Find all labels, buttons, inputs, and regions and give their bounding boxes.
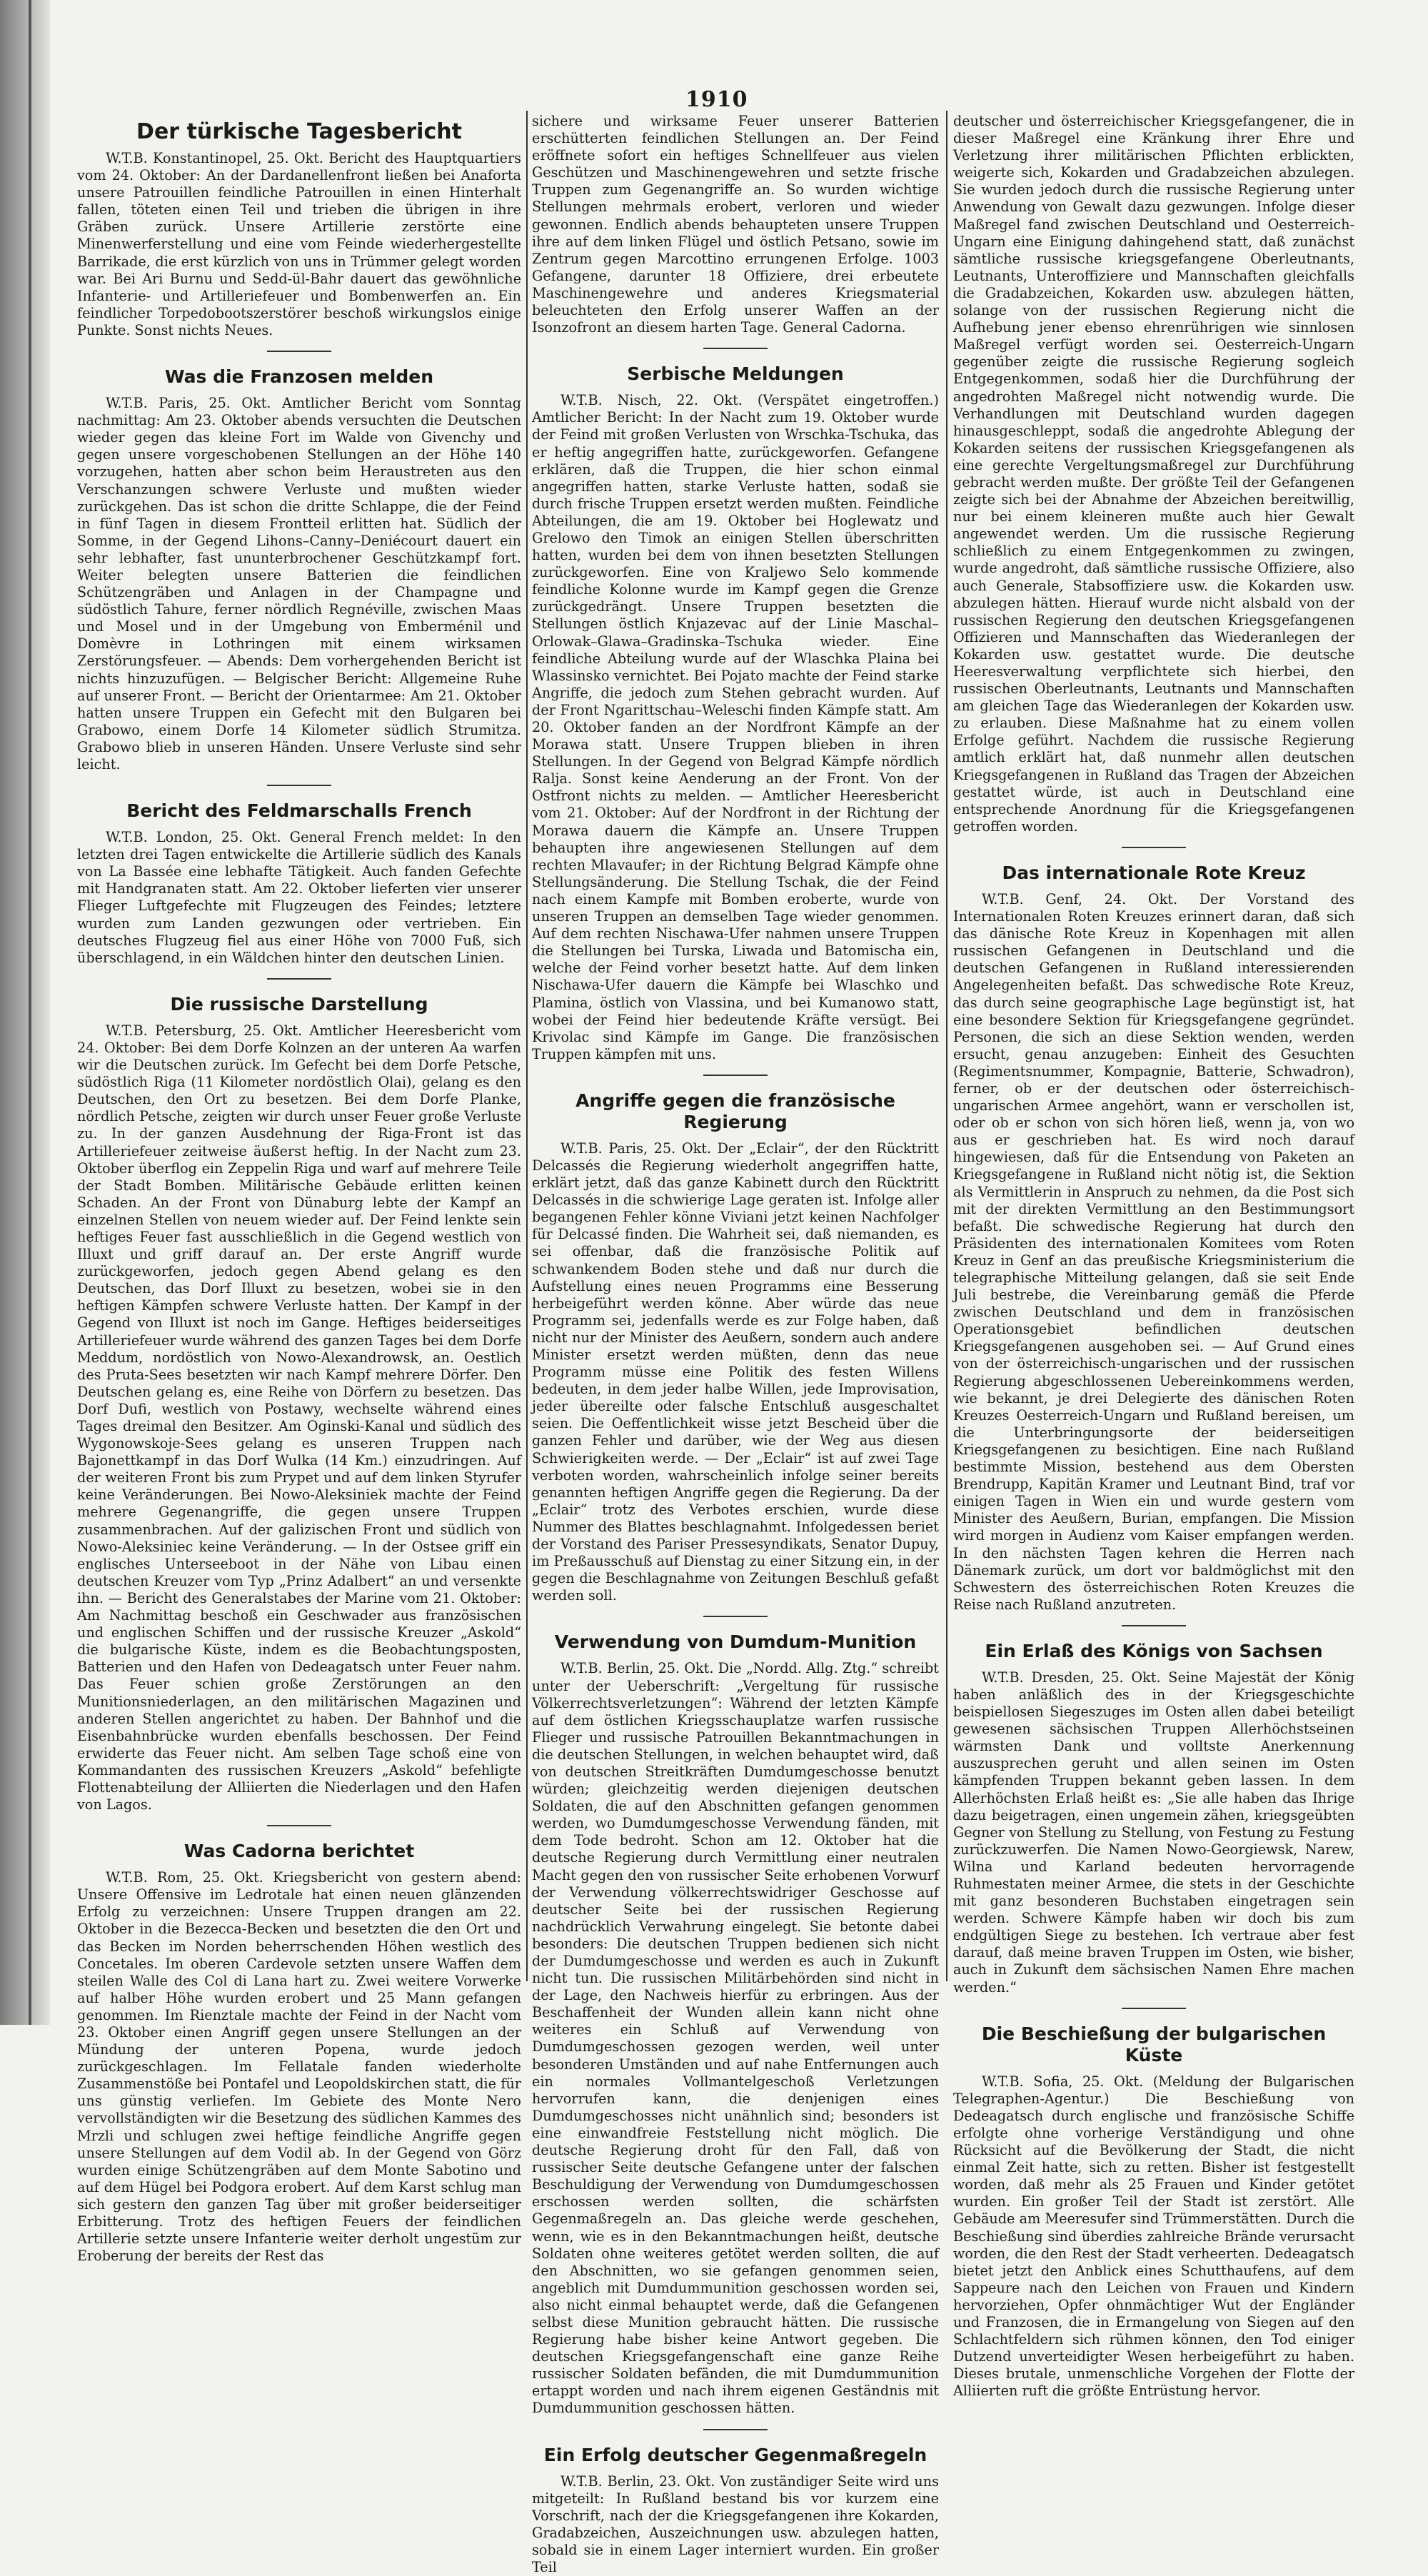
article-separator <box>1122 847 1186 848</box>
column-3 <box>953 113 1354 2400</box>
column-rule <box>946 111 947 1981</box>
article <box>532 1631 939 2417</box>
article-separator <box>703 1075 768 1076</box>
article-separator <box>703 2429 768 2430</box>
article-heading: Der türkische Tagesbericht <box>136 119 462 144</box>
page-number: 1910 <box>685 87 748 112</box>
article <box>953 113 1354 835</box>
book-binding-edge <box>0 0 50 2025</box>
article-heading: Was die Franzosen melden <box>164 366 434 388</box>
article <box>77 366 521 773</box>
article-heading: Was Cadorna berichtet <box>183 1841 415 1862</box>
article <box>953 862 1354 1614</box>
article-body: W.T.B. Rom, 25. Okt. Kriegsbericht von gestern abend: Unsere Offensive im Ledrotale hat einen neuen glänzenden Erfolg zu verzeichnen: Unsere Truppen drangen am 22. Oktober in die Bezecca-Becken und besetzten die den Ort und das Becken im Norden beherrschenden Höhen westlich des Concetales. Im oberen Cardevole setzten unsere Waffen dem steilen Walle des Col di Lana hart zu. Zwei weitere Vorwerke auf halber Höhe wurden erobert und 25 Mann gefangen genommen. Im Rienztale machte der Feind in der Nacht vom 23. Oktober einen Angriff gegen unsere Stellungen an der Mündung der unteren Popena, wurde jedoch zurückgeschlagen. Im Fellatale fanden wiederholte Zusammenstöße bei Pontafel und Leopoldskirchen statt, die für uns günstig verliefen. Im Gebiete des Monte Nero vervollständigten wir die Besetzung des südlichen Kammes des Mrzli und schlugen zwei heftige feindliche Angriffe gegen unsere Stellungen auf dem Vodil ab. In der Gegend von Görz wurden einige Schützengräben auf dem Monte Sabotino und auf dem Hügel bei Podgora erobert. Auf dem Karst schlug man sich gestern den ganzen Tag über mit großer beiderseitiger Erbitterung. Trotz des heftigen Feuers der feindlichen Artillerie setzte unsere Infanterie weiter derholt ungestüm zur Eroberung der bereits der Rest das <box>77 1869 521 2265</box>
article-heading: Die russische Darstellung <box>170 993 428 1015</box>
article-heading: Ein Erlaß des Königs von Sachsen <box>985 1640 1323 1661</box>
article-separator <box>267 1825 331 1826</box>
article-heading: Die Beschießung der bulgarischen Küste <box>981 2023 1327 2066</box>
article <box>532 113 939 336</box>
article-body: W.T.B. Genf, 24. Okt. Der Vorstand des Internationalen Roten Kreuzes erinnert daran, daß sich das dänische Rote Kreuz in Kopenhagen mit allen russischen Gefangenen in Deutschland und die deutschen Gefangenen in Rußland interessierenden Angelegenheiten befaßt. Das schwedische Rote Kreuz, das durch seine geographische Lage begünstigt ist, hat eine besondere Sektion für Kriegsgefangene gegründet. Personen, die sich an diese Sektion wenden, werden ersucht, genau anzugeben: Einheit des Gesuchten (Regimentsnummer, Kompagnie, Batterie, Schwadron), ferner, ob er der deutschen oder österreichisch-ungarischen Armee angehört, wann er verschollen ist, oder ob er schon von sich hören ließ, wenn ja, von wo aus er geschrieben hat. Es wird noch darauf hingewiesen, daß für die Entsendung von Paketen an Kriegsgefangene in Rußland nicht nötig ist, die Sektion als Vermittlerin in Anspruch zu nehmen, da die Post sich mit der direkten Vermittlung an den Bestimmungsort befaßt. Die schwedische Regierung hat durch den Präsidenten des internationalen Komitees vom Roten Kreuz in Genf an das preußische Kriegsministerium die telegraphische Mitteilung gelangen, daß sie seit Ende Juli bestrebe, die Vereinbarung gemäß die Pferde zwischen Deutschland und dem in französischen Operationsgebiet befindlichen deutschen Kriegsgefangenen ausgehoben sei. — Auf Grund eines von der österreichisch-ungarischen und der russischen Regierung abgeschlossenen Uebereinkommens werden, wie bekannt, je drei Delegierte des dänischen Roten Kreuzes Oesterreich-Ungarn und Rußland bereisen, um die Unterbringungsorte der beiderseitigen Kriegsgefangenen zu besichtigen. Eine nach Rußland bestimmte Mission, bestehend aus dem Obersten Brendrupp, Kapitän Kramer und Leutnant Bind, traf vor einigen Tagen in Wien ein und wurde gestern vom Minister des Aeußern, Burian, empfangen. Die Mission wird morgen in Audienz vom Kaiser empfangen werden. In den nächsten Tagen kehren die Herren nach Dänemark zurück, um dort vor baldmöglichst mit den Schwestern des österreichischen Roten Kreuzes die Reise nach Rußland anzutreten. <box>953 890 1354 1613</box>
article-body: W.T.B. London, 25. Okt. General French meldet: In den letzten drei Tagen entwickelte die Artillerie südlich des Kanals von La Bassée eine lebhafte Tätigkeit. Auch fanden Gefechte mit Handgranaten statt. Am 22. Oktober lieferten vier unserer Flieger Luftgefechte mit Flugzeugen des Feindes; letztere wurden zum Landen gezwungen oder vertrieben. Ein deutsches Flugzeug fiel aus einer Höhe von 7000 Fuß, sich überschlagend, in ein Wäldchen hinter den deutschen Linien. <box>77 829 521 966</box>
article-body: W.T.B. Paris, 25. Okt. Amtlicher Bericht vom Sonntag nachmittag: Am 23. Oktober abends versuchten die Deutschen wieder gegen das kleine Fort im Walde von Givenchy und gegen unsere vorgeschobenen Stellungen an der Höhe 140 vorzugehen, hatten aber schon beim Heraustreten aus den Verschanzungen schwere Verluste und mußten wieder zurückgehen. Das ist schon die dritte Schlappe, die der Feind in fünf Tagen in diesem Frontteil erlitten hat. Südlich der Somme, in der Gegend Lihons–Canny–Deniécourt dauert ein sehr lebhafter, fast ununterbrochener Geschützkampf fort. Weiter belegten unsere Batterien die feindlichen Schützengräben und Anlagen in der Champagne und südöstlich Tahure, ferner nördlich Regnéville, zwischen Maas und Mosel und in der Umgebung von Emberménil und Domèvre in Lothringen mit einem wirksamen Zerstörungsfeuer. — Abends: Dem vorhergehenden Bericht ist nichts hinzuzufügen. — Belgischer Bericht: Allgemeine Ruhe auf unserer Front. — Bericht der Orientarmee: Am 21. Oktober hatten unsere Truppen ein Gefecht mit den Bulgaren bei Grabowo, einem Dorfe 14 Kilometer südlich Strumitza. Grabowo blieb in unseren Händen. Unsere Verluste sind sehr leicht. <box>77 395 521 773</box>
article-heading: Serbische Meldungen <box>627 363 844 385</box>
article-body: W.T.B. Berlin, 23. Okt. Von zuständiger Seite wird uns mitgeteilt: In Rußland bestand bis vor kurzem eine Vorschrift, nach der die Kriegsgefangenen ihre Kokarden, Gradabzeichen, Auszeichnungen usw. abzulegen hatten, sobald sie in einem Lager interniert wurden. Ein großer Teil <box>532 2472 939 2575</box>
article-heading: Bericht des Feldmarschalls French <box>126 800 472 822</box>
article <box>532 2445 939 2576</box>
article-separator <box>703 348 768 349</box>
column-2 <box>532 113 939 2576</box>
article-separator <box>267 785 331 786</box>
column-rule <box>526 111 528 1981</box>
article-body: W.T.B. Berlin, 25. Okt. Die „Nordd. Allg. Ztg.“ schreibt unter der Ueberschrift: „Vergeltung für russische Völkerrechtsverletzungen“: Während der letzten Kämpfe auf dem östlichen Kriegsschauplatze warfen russische Flieger und russische Patrouillen Bekanntmachungen in die deutschen Stellungen, in welchen behauptet wird, daß von deutschen Streitkräften Dumdumgeschosse benutzt würden; gleichzeitig werden diejenigen deutschen Soldaten, die auf den Abschnitten gefangen genommen werden, wo Dumdumgeschosse Verwendung fänden, mit dem Tode bedroht. Schon am 12. Oktober hat die deutsche Regierung durch Vermittlung einer neutralen Macht gegen den von russischer Seite erhobenen Vorwurf der Verwendung völkerrechtswidriger Geschosse auf deutscher Seite bei der russischen Regierung nachdrücklich Verwahrung eingelegt. Sie betonte dabei besonders: Die deutschen Truppen bedienen sich nicht der Dumdumgeschosse und werden es auch in Zukunft nicht tun. Die russischen Militärbehörden sind nicht in der Lage, den Nachweis hierfür zu erbringen. Aus der Beschaffenheit der Wunden allein kann nicht ohne weiteres ein Schluß auf Verwendung von Dumdumgeschossen gezogen werden, weil unter besonderen Umständen und auf nahe Entfernungen auch ein normales Vollmantelgeschoß Verletzungen hervorrufen kann, die denjenigen eines Dumdumgeschosses nicht unähnlich sind; besonders ist eine einwandfreie Feststellung nicht möglich. Die deutsche Regierung droht für den Fall, daß von russischer Seite deutsche Gefangene unter der falschen Beschuldigung der Verwendung von Dumdumgeschossen erschossen werden sollten, die schärfsten Gegenmaßregeln an. Das gleiche werde geschehen, wenn, wie es in den Bekanntmachungen heißt, deutsche Soldaten ohne weiteres getötet werden sollten, die auf den Abschnitten, wo sie gefangen genommen seien, angeblich mit Dumdummunition geschossen worden sei, also nicht einmal behauptet werde, daß die Gefangenen selbst diese Munition gebraucht hätten. Die russische Regierung habe bisher keine Antwort gegeben. Die deutschen Kriegsgefangenschaft eine ganze Reihe russischer Soldaten befänden, die mit Dumdummunition ertappt worden und nach ihrem eigenen Geständnis mit Dumdummunition geschossen hätten. <box>532 1660 939 2417</box>
article-heading: Das internationale Rote Kreuz <box>1002 862 1306 883</box>
article <box>953 2023 1354 2400</box>
article <box>77 1841 521 2265</box>
article-body: W.T.B. Paris, 25. Okt. Der „Eclair“, der den Rücktritt Delcassés die Regierung wiederholt angegriffen hatte, erklärt jetzt, daß das ganze Kabinett durch den Rücktritt Delcassés in die schwierige Lage geraten ist. Infolge aller begangenen Fehler könne Viviani jetzt keinen Nachfolger für Delcassé finden. Die Wahrheit sei, daß niemanden, es sei offenbar, daß die französische Politik auf schwankendem Boden stehe und daß nur durch die Aufstellung eines neuen Programms eine Besserung herbeigeführt werden könne. Aber würde das neue Programm sei, jedenfalls werde es zur Folge haben, daß nicht nur der Minister des Aeußern, sondern auch andere Minister ersetzt werden müßten, denn das neue Programm müsse eine Politik des festen Willens bedeuten, in dem jeder halbe Willen, jede Improvisation, jeder übereilte oder falsche Entschluß ausgeschaltet seien. Die Oeffentlichkeit wisse jetzt Bescheid über die ganzen Fehler und darüber, wie der Weg aus diesen Schwierigkeiten werde. — Der „Eclair“ ist auf zwei Tage verboten worden, wahrscheinlich infolge seiner bereits genannten heftigen Angriffe gegen die Regierung. Da der „Eclair“ trotz des Verbotes erschien, wurde diese Nummer des Blattes beschlagnahmt. Infolgedessen beriet der Vorstand des Pariser Pressesyndikats, Senator Dupuy, im Preßausschuß auf Dienstag zu einer Sitzung ein, in der gegen die Beschlagnahme von Zeitungen Beschluß gefaßt werden soll. <box>532 1139 939 1604</box>
article-separator <box>1122 1625 1186 1626</box>
article-body: W.T.B. Dresden, 25. Okt. Seine Majestät der König haben anläßlich des in der Kriegsgeschichte beispiellosen Siegeszuges im Osten allen dabei beteiligt gewesenen sächsischen Truppen Allerhöchstseinen wärmsten Dank und volltste Anerkennung auszusprechen geruht und allen seinen im Osten kämpfenden Truppen bekannt geben lassen. In dem Allerhöchsten Erlaß heißt es: „Sie alle haben das Ihrige dazu beigetragen, einen ungemein zähen, kriegsgeübten Gegner von Stellung zu Stellung, von Festung zu Festung zurückzuwerfen. Die Namen Nowo-Georgiewsk, Narew, Wilna und Karland bedeuten hervorragende Ruhmestaten meiner Armee, die stets in der Geschichte mit ganz besonderen Buchstaben eingetragen sein werden. Schwere Kämpfe haben wir doch bis zum endgültigen Siege zu bestehen. Ich vertraue aber fest darauf, daß meine braven Truppen im Osten, wie bisher, auch in Zukunft dem sächsischen Namen Ehre machen werden.“ <box>953 1669 1354 1996</box>
article-separator <box>1122 2008 1186 2009</box>
article-heading: Angriffe gegen die französische Regierung <box>575 1090 895 1132</box>
article <box>77 800 521 967</box>
article-separator <box>703 1616 768 1617</box>
article <box>77 994 521 1813</box>
article-body: W.T.B. Nisch, 22. Okt. (Verspätet eingetroffen.) Amtlicher Bericht: In der Nacht zum 19. Oktober wurde der Feind mit großen Verlusten von Wrschka-Tschuka, das er heftig angegriffen hatte, zurückgeworfen. Gefangene erklären, daß die Truppen, die hier schon einmal angegriffen hatten, starke Verluste hatten, sodaß sie durch frische Truppen ersetzt werden mußten. Feindliche Abteilungen, die am 19. Oktober bei Hoglewatz und Grelowo den Timok an einigen Stellen überschritten hatten, wurden bei dem von ihnen besetzten Stellungen zurückgeworfen. Eine von Kraljewo Selo kommende feindliche Kolonne wurde im Kampf gegen die Grenze zurückgedrängt. Unsere Truppen besetzten die Stellungen östlich Knjazevac auf der Linie Maschal–Orlowak–Glawa–Gradinska–Tschuka wieder. Eine feindliche Abteilung wurde auf der Wlaschka Plaina bei Wlassinsko vernichtet. Bei Pojato machte der Feind starke Angriffe, die jedoch zum Stehen gebracht wurden. Auf der Front Ngarittschau–Weleschi finden Kämpfe statt. Am 20. Oktober fanden an der Nordfront Kämpfe an der Morawa statt. Unsere Truppen blieben in ihren Stellungen. In der Gegend von Belgrad Kämpfe nördlich Ralja. Sonst keine Aenderung an der Front. Von der Ostfront nichts zu melden. — Amtlicher Heeresbericht vom 21. Oktober: Auf der Nordfront in der Richtung der Morawa dauern die Kämpfe an. Unsere Truppen behaupten ihre angewiesenen Stellungen auf dem rechten Mlavaufer; in der Richtung Belgrad Kämpfe ohne Stellungsänderung. Die Stellung Tschak, die der Feind nach einem Kampfe mit Bomben eroberte, wurde von unseren Truppen an demselben Tage wieder genommen. Auf dem rechten Nischawa-Ufer nahmen unsere Truppen die Stellungen bei Turska, Liwada und Batomischa ein, welche der Feind vorher besetzt hatte. Auf dem linken Nischawa-Ufer dauern die Kämpfe bei Wlaschko und Plamina, östlich von Vlassina, und bei Kumanowo statt, wobei der Feind hier bedeutende Kräfte versügt. Bei Krivolac sind Kämpfe im Gange. Die französischen Truppen kämpfen mit uns. <box>532 392 939 1062</box>
article-heading: Verwendung von Dumdum-Munition <box>554 1631 917 1653</box>
column-1 <box>77 107 521 2265</box>
article-separator <box>267 351 331 352</box>
article <box>532 363 939 1063</box>
article-body: W.T.B. Petersburg, 25. Okt. Amtlicher Heeresbericht vom 24. Oktober: Bei dem Dorfe Kolnzen an der unteren Aa warfen wir die Deutschen zurück. Im Gefecht bei dem Dorfe Petsche, südöstlich Riga (11 Kilometer nordöstlich Olai), gelang es den Deutschen, den Ort zu besetzen. Bei dem Dorfe Planke, nördlich Petsche, zeigten wir durch unser Feuer große Verluste zu. In der ganzen Ausdehnung der Riga-Front ist das Artilleriefeuer zeitweise äußerst heftig. In der Nacht zum 23. Oktober überflog ein Zeppelin Riga und warf auf mehrere Teile der Stadt Bomben. Militärische Gebäude erlitten keinen Schaden. An der Front von Dünaburg lebte der Kampf an einzelnen Stellen von neuem wieder auf. Der Feind lenkte sein heftiges Feuer fast ausschließlich in die Gegend westlich von Illuxt und griff darauf an. Der erste Angriff wurde zurückgeworfen, jedoch gegen Abend gelang es den Deutschen, das Dorf Illuxt zu besetzen, wobei sie in den heftigen Kämpfen schwere Verluste hatten. Der Kampf in der Gegend von Illuxt ist noch im Gange. Heftiges beiderseitiges Artilleriefeuer wurde während des ganzen Tages bei dem Dorfe Meddum, nordöstlich von Nowo-Alexandrowsk, an. Oestlich des Pruta-Sees besetzten wir nach Kampf mehrere Dörfer. Den Deutschen gelang es, eine Reihe von Dörfern zu besetzen. Das Dorf Dufi, westlich von Postawy, wechselte während eines Tages dreimal den Besitzer. Am Oginski-Kanal und südlich des Wygonowskoje-Sees gelang es unseren Truppen nach Bajonettkampf in das Dorf Wulka (14 Km.) einzudringen. Auf der weiteren Front bis zum Prypet und auf dem linken Styrufer keine Veränderungen. Bei Nowo-Aleksiniek machte der Feind mehrere Gegenangriffe, die gegen unsere Truppen zusammenbrachen. Auf der galizischen Front und südlich von Nowo-Aleksiniec keine Veränderung. — In der Ostsee griff ein englisches Unterseeboot in der Nähe von Libau einen deutschen Kreuzer vom Typ „Prinz Adalbert“ an und versenkte ihn. — Bericht des Generalstabes der Marine vom 21. Oktober: Am Nachmittag beschoß ein Geschwader aus französischen und englischen Schiffen und der russische Kreuzer „Askold“ die bulgarische Küste, indem es die Beobachtungsposten, Batterien und den Hafen von Dedeagatsch unter Feuer nahm. Das Feuer schien große Zerstörungen an den Munitionsniederlagen, an den militärischen Magazinen und anderen Stellen angerichtet zu haben. Der Bahnhof und die Eisenbahnbrücke wurden ebenfalls beschossen. Der Feind erwiderte das Feuer nicht. Am selben Tage schoß eine von Kommandanten des russischen Kreuzers „Askold“ befehligte Flottenabteilung der Alliierten die Niederlagen und den Hafen von Lagos. <box>77 1022 521 1813</box>
article <box>953 1641 1354 1996</box>
article-body: W.T.B. Konstantinopel, 25. Okt. Bericht des Hauptquartiers vom 24. Oktober: An der Dardanellenfront ließen bei Anaforta unsere Patrouillen feindliche Patrouillen in einen Hinterhalt fallen, töteten einen Teil und trieben die übrigen in ihre Gräben zurück. Unsere Artillerie zerstörte eine Minenwerferstellung und eine vom Feinde wiederhergestellte Barrikade, die erst kürzlich von uns in Trümmer gelegt worden war. Bei Ari Burnu und Sedd-ül-Bahr dauert das gewöhnliche Infanterie- und Artilleriefeuer und Bombenwerfen an. Ein feindlicher Torpedobootszerstörer beschoß wirkungslos einige Punkte. Sonst nichts Neues. <box>77 150 521 338</box>
article-body: W.T.B. Sofia, 25. Okt. (Meldung der Bulgarischen Telegraphen-Agentur.) Die Beschießung von Dedeagatsch durch englische und französische Schiffe erfolgte ohne vorherige Verständigung und ohne Rücksicht auf die Bevölkerung der Stadt, die nicht einmal Zeit hatte, sich zu retten. Bisher ist festgestellt worden, daß mehr als 25 Frauen und Kinder getötet wurden. Ein großer Teil der Stadt ist zerstört. Alle Gebäude am Meeresufer sind Trümmerstätten. Durch die Beschießung sind überdies zahlreiche Brände verursacht worden, die den Rest der Stadt verheerten. Dedeagatsch bietet jetzt den Anblick eines Schutthaufens, auf dem Sappeure nach den Leichen von Frauen und Kindern hervorziehen, Opfer ohnmächtiger Wut der Engländer und Franzosen, die in Ermangelung von Siegen auf den Schlachtfeldern sich rühmen können, den Tod einiger Dutzend unverteidigter Wesen herbeigeführt zu haben. Dieses brutale, unmenschliche Vorgehen der Flotte der Alliierten ruft die größte Entrüstung hervor. <box>953 2073 1354 2400</box>
article-separator <box>267 978 331 980</box>
article <box>77 121 521 339</box>
article <box>532 1090 939 1605</box>
article-body: sichere und wirksame Feuer unserer Batterien erschütterten feindlichen Stellungen an. Der Feind eröffnete sofort ein heftiges Schnellfeuer aus vielen Geschützen und Maschinengewehren und setzte frische Truppen zum Gegenangriffe an. So wurden wichtige Stellungen mehrmals erobert, verloren und wieder gewonnen. Endlich abends behaupteten unsere Truppen ihre auf dem linken Flügel und östlich Petsano, sowie im Zentrum gegen Marcottino errungenen Erfolge. 1003 Gefangene, darunter 18 Offiziere, drei erbeutete Maschinengewehre und anderes Kriegsmaterial beleuchteten den Erfolg unserer Waffen an der Isonzofront an diesem harten Tage. General Cadorna. <box>532 113 939 336</box>
article-body: deutscher und österreichischer Kriegsgefangener, die in dieser Maßregel eine Kränkung ihrer Ehre und Verletzung ihrer militärischen Pflichten erblickten, weigerte sich, Kokarden und Gradabzeichen abzulegen. Sie wurden jedoch durch die russische Regierung unter Anwendung von Gewalt dazu gezwungen. Infolge dieser Maßregel fand zwischen Deutschland und Oesterreich-Ungarn eine Einigung dahingehend statt, daß zunächst sämtliche russische kriegsgefangene Oberleutnants, Leutnants, Unteroffiziere und Mannschaften gleichfalls die Gradabzeichen, Kokarden usw. abzulegen hätten, solange von der russischen Regierung nicht die Aufhebung jener ebenso ehrenrührigen wie sinnlosen Maßregel verfügt worden sei. Oesterreich-Ungarn gegenüber zeigte die russische Regierung sogleich Entgegenkommen, sodaß hier die Durchführung der angedrohten Maßregel nicht notwendig wurde. Die Verhandlungen mit Deutschland wurden dagegen hinausgeschleppt, sodaß die angedrohte Ablegung der Kokarden seitens der russischen Kriegsgefangenen als eine gerechte Vergeltungsmaßregel zur Durchführung gebracht werden mußte. Der größte Teil der Gefangenen zeigte sich bei der Abnahme der Abzeichen bereitwillig, nur bei einem kleineren mußte auch hier Gewalt angewendet werden. Um die russische Regierung schließlich zu einem Entgegenkommen zu zwingen, wurde angedroht, daß sämtliche russische Offiziere, also auch Generale, Stabsoffiziere usw. die Kokarden usw. abzulegen hätten. Hierauf wurde nicht alsbald von der russischen Regierung den deutschen Kriegsgefangenen Offizieren und Mannschaften das Wiederanlegen der Kokarden usw. gestattet wurde. Die deutsche Heeresverwaltung verpflichtete sich hierbei, den russischen Oberleutnants, Leutnants und Mannschaften am gleichen Tage das Wiederanlegen der Kokarden usw. zu erlauben. Diese Maßnahme hat zu einem vollen Erfolge geführt. Nachdem die russische Regierung amtlich erklärt hat, daß nunmehr allen deutschen Kriegsgefangenen in Rußland das Tragen der Abzeichen gestattet würde, ist auch in Deutschland eine entsprechende Anordnung für die Kriegsgefangenen getroffen worden. <box>953 113 1354 835</box>
article-heading: Ein Erfolg deutscher Gegenmaßregeln <box>543 2444 927 2465</box>
